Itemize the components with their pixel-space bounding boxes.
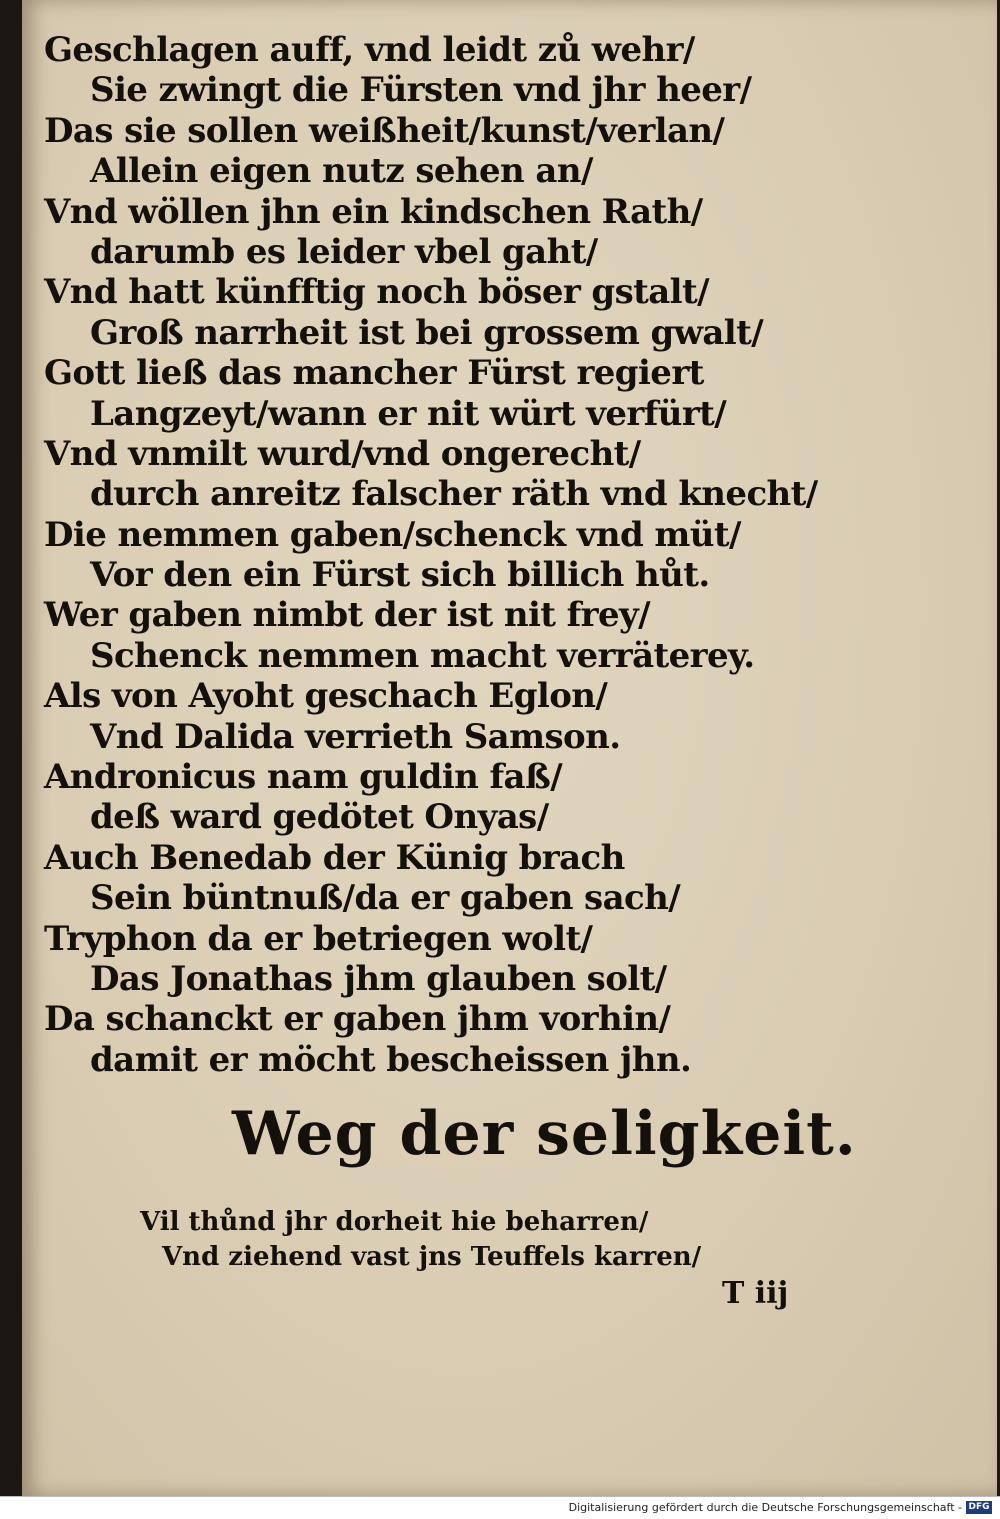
verse-line: Schenck nemmen macht verräterey. (90, 635, 755, 676)
book-page (22, 0, 997, 1496)
dfg-logo[interactable]: DFG (966, 1501, 992, 1514)
verse-line: Die nemmen gaben/schenck vnd müt/ (44, 514, 741, 555)
verse-line: Da schanckt er gaben jhm vorhin/ (44, 999, 671, 1040)
verse-line: Langzeyt/wann er nit würt verfürt/ (90, 393, 727, 434)
signature-mark: T iij (722, 1276, 789, 1311)
verse-block (44, 30, 818, 1080)
verse-line: Sie zwingt die Fürsten vnd jhr heer/ (90, 70, 752, 111)
verse-line: Das Jonathas jhm glauben solt/ (90, 958, 667, 999)
verse-line: Sein büntnuß/da er gaben sach/ (90, 878, 681, 919)
verse-line: Geschlagen auff, vnd leidt zů wehr/ (44, 30, 695, 70)
verse-line: Tryphon da er betriegen wolt/ (44, 918, 593, 959)
verse-line: Allein eigen nutz sehen an/ (90, 151, 593, 192)
verse-line: Wer gaben nimbt der ist nit frey/ (44, 595, 650, 636)
motto-line: Vnd ziehend vast jns Teuffels karren/ (162, 1242, 702, 1272)
verse-line: Als von Ayoht geschach Eglon/ (44, 676, 608, 717)
verse-line: Vnd Dalida verrieth Samson. (90, 716, 621, 757)
verse-line: Vnd hatt künfftig noch böser gstalt/ (44, 272, 709, 313)
verse-line: Vnd vnmilt wurd/vnd ongerecht/ (44, 433, 641, 474)
footer-bar (0, 1496, 1000, 1519)
verse-line: Das sie sollen weißheit/kunst/verlan/ (44, 110, 725, 151)
verse-line: Andronicus nam guldin faß/ (44, 757, 563, 798)
verse-line: Groß narrheit ist bei grossem gwalt/ (90, 312, 764, 353)
motto-block (140, 1205, 700, 1275)
verse-line: damit er möcht bescheissen jhn. (90, 1039, 692, 1080)
verse-line: darumb es leider vbel gaht/ (90, 231, 598, 272)
verse-line: Vor den ein Fürst sich billich hůt. (90, 555, 710, 596)
verse-line: durch anreitz falscher räth vnd knecht/ (90, 474, 818, 515)
motto-line: Vil thůnd jhr dorheit hie beharren/ (140, 1207, 649, 1237)
footer-credit: Digitalisierung gefördert durch die Deutsche Forschungsgemeinschaft - (568, 1501, 962, 1514)
verse-line: Auch Benedab der Künig brach (44, 837, 625, 878)
verse-line: deß ward gedötet Onyas/ (90, 797, 549, 838)
section-heading: Weg der seligkeit. (232, 1099, 857, 1169)
verse-line: Gott ließ das mancher Fürst regiert (44, 353, 704, 394)
verse-line: Vnd wöllen jhn ein kindschen Rath/ (44, 191, 703, 232)
